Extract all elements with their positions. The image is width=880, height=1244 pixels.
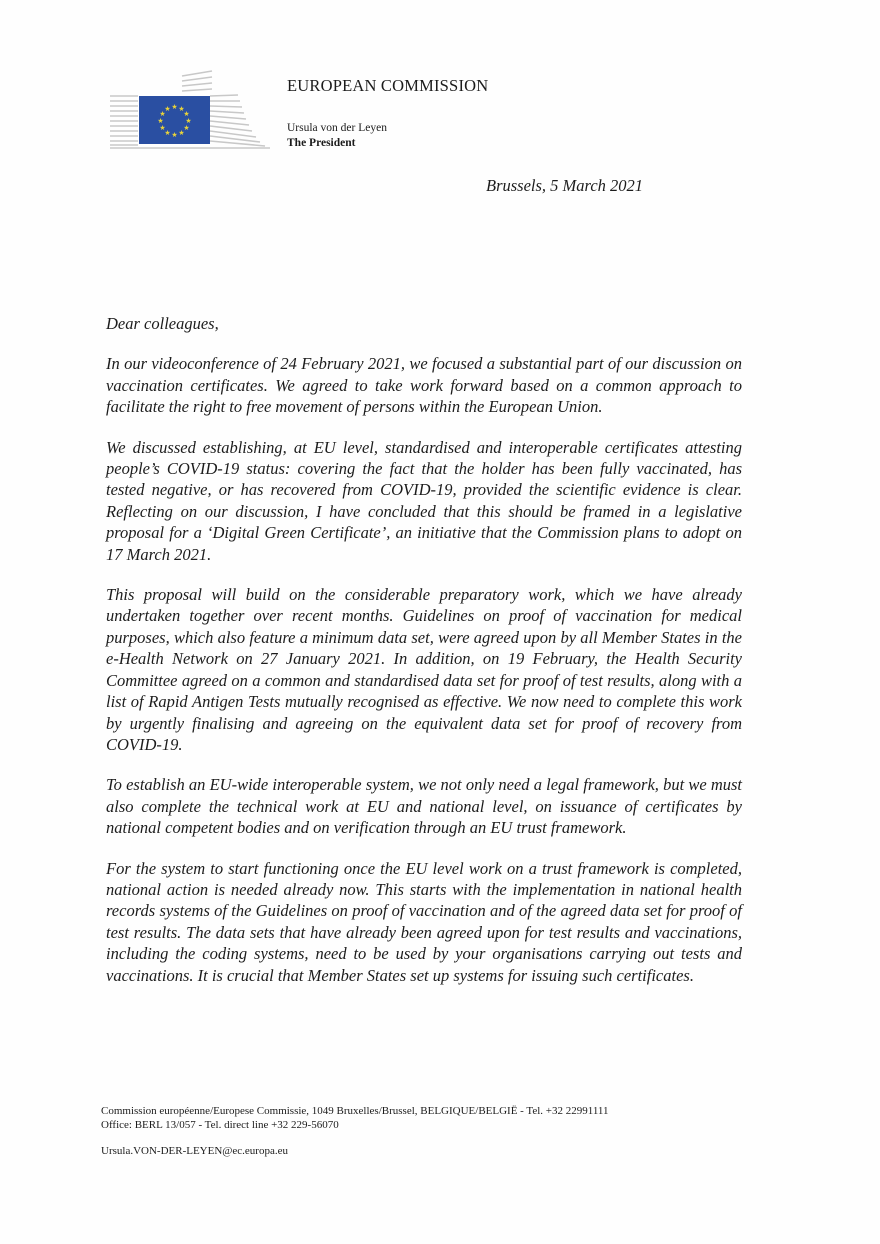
footer-office-line: Office: BERL 13/057 - Tel. direct line +32 229-56070 [101,1119,339,1132]
footer-address-line: Commission européenne/Europese Commissie, 1049 Bruxelles/Brussel, BELGIQUE/BELGIË - Tel. +32 22991111 [101,1105,609,1117]
sender-title: The President [287,137,356,149]
letter-paragraph: This proposal will build on the considerable preparatory work, which we have already undertaken together over recent months. Guidelines on proof of vaccination for medical purposes, which also feature a minimum data set, were agreed upon by all Member States in the e-Health Network on 27 January 2021. In addition, on 19 February, the Health Security Committee agreed on a common and standardised data set for proof of test results, along with a list of Rapid Antigen Tests mutually recognised as effective. We now need to complete this work by urgently finalising and agreeing on the equivalent data set for proof of recovery from COVID-19. [106,585,742,754]
letter-paragraph: To establish an EU-wide interoperable system, we not only need a legal framework, but we must also complete the technical work at EU and national level, on issuance of certificates by national competent bodies and on verification through an EU trust framework. [106,775,742,838]
svg-text:★: ★ [159,124,166,132]
letter-date: Brussels, 5 March 2021 [486,176,644,195]
svg-text:★: ★ [164,129,171,137]
footer-address [101,1104,609,1133]
svg-text:★: ★ [164,105,171,113]
svg-text:★: ★ [157,117,164,125]
sender-name: Ursula von der Leyen [287,122,387,134]
svg-text:★: ★ [183,124,190,132]
european-commission-logo [108,68,273,150]
letter-body [106,313,742,1005]
svg-text:★: ★ [171,131,178,139]
svg-text:★: ★ [178,105,185,113]
organization-name: EUROPEAN COMMISSION [287,76,489,95]
svg-text:★: ★ [159,110,166,118]
letter-paragraph: In our videoconference of 24 February 2021, we focused a substantial part of our discussion on vaccination certificates. We agreed to take work forward based on a common approach to facilitate the right to free movement of persons within the European Union. [106,354,742,417]
letter-paragraph: For the system to start functioning once the EU level work on a trust framework is completed, national action is needed already now. This starts with the implementation in national health records systems of the Guidelines on proof of vaccination and of the agreed data set for proof of test results. The data sets that have already been agreed upon for test results and vaccinations, including the coding systems, need to be used by your organisations carrying out tests and vaccinations. It is crucial that Member States set up systems for issuing such certificates. [106,858,742,985]
footer-email: Ursula.VON-DER-LEYEN@ec.europa.eu [101,1145,288,1157]
svg-text:★: ★ [183,110,190,118]
letter-greeting: Dear colleagues, [106,314,219,333]
svg-text:★: ★ [171,103,178,111]
svg-text:★: ★ [185,117,192,125]
svg-text:★: ★ [178,129,185,137]
letter-paragraph: We discussed establishing, at EU level, standardised and interoperable certificates attesting people’s COVID-19 status: covering the fact that the holder has been fully vaccinated, has tested negative, or has recovered from COVID-19, provided the scientific evidence is clear. Reflecting on our discussion, I have concluded that this should be framed in a legislative proposal for a ‘Digital Green Certificate’, an initiative that the Commission plans to adopt on 17 March 2021. [106,437,742,564]
